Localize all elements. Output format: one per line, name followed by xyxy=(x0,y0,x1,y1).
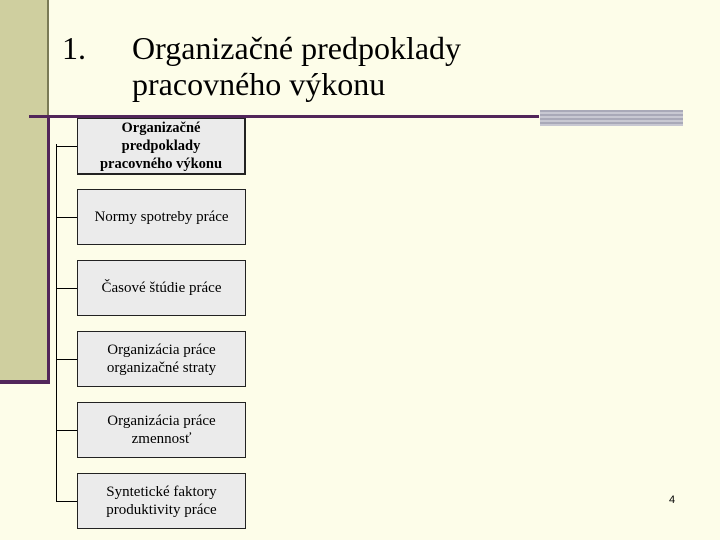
vertical-accent-line xyxy=(47,118,50,384)
connector-root xyxy=(56,146,77,147)
diagram-node-label: Organizácia práce organizačné straty xyxy=(106,342,217,376)
slide-title: Organizačné predpoklady pracovného výkonu xyxy=(132,30,462,102)
bottom-accent-line xyxy=(0,380,50,384)
diagram-node-label: Syntetické faktory produktivity práce xyxy=(106,484,217,518)
side-decoration-line xyxy=(47,0,49,118)
side-decoration-bar xyxy=(0,0,47,381)
diagram-node-label: Organizácia práce zmennosť xyxy=(107,413,216,447)
diagram-node-label: Normy spotreby práce xyxy=(94,209,229,225)
diagram-node xyxy=(77,331,246,387)
diagram-node xyxy=(77,189,246,245)
diagram-root-label: Organizačné predpoklady pracovného výkonu xyxy=(99,120,223,172)
slide-number-heading: 1. xyxy=(62,30,86,66)
connector-child-2 xyxy=(56,288,77,289)
diagram-node-label: Časové štúdie práce xyxy=(101,280,222,296)
connector-child-3 xyxy=(56,359,77,360)
diagram-root-node xyxy=(77,118,246,175)
page-number: 4 xyxy=(669,494,676,506)
diagram-node xyxy=(77,260,246,316)
connector-child-5 xyxy=(56,501,77,502)
diagram-trunk-line xyxy=(56,144,57,502)
connector-child-1 xyxy=(56,217,77,218)
title-underline-pattern xyxy=(540,110,683,126)
diagram-node xyxy=(77,473,246,529)
connector-child-4 xyxy=(56,430,77,431)
diagram-node xyxy=(77,402,246,458)
